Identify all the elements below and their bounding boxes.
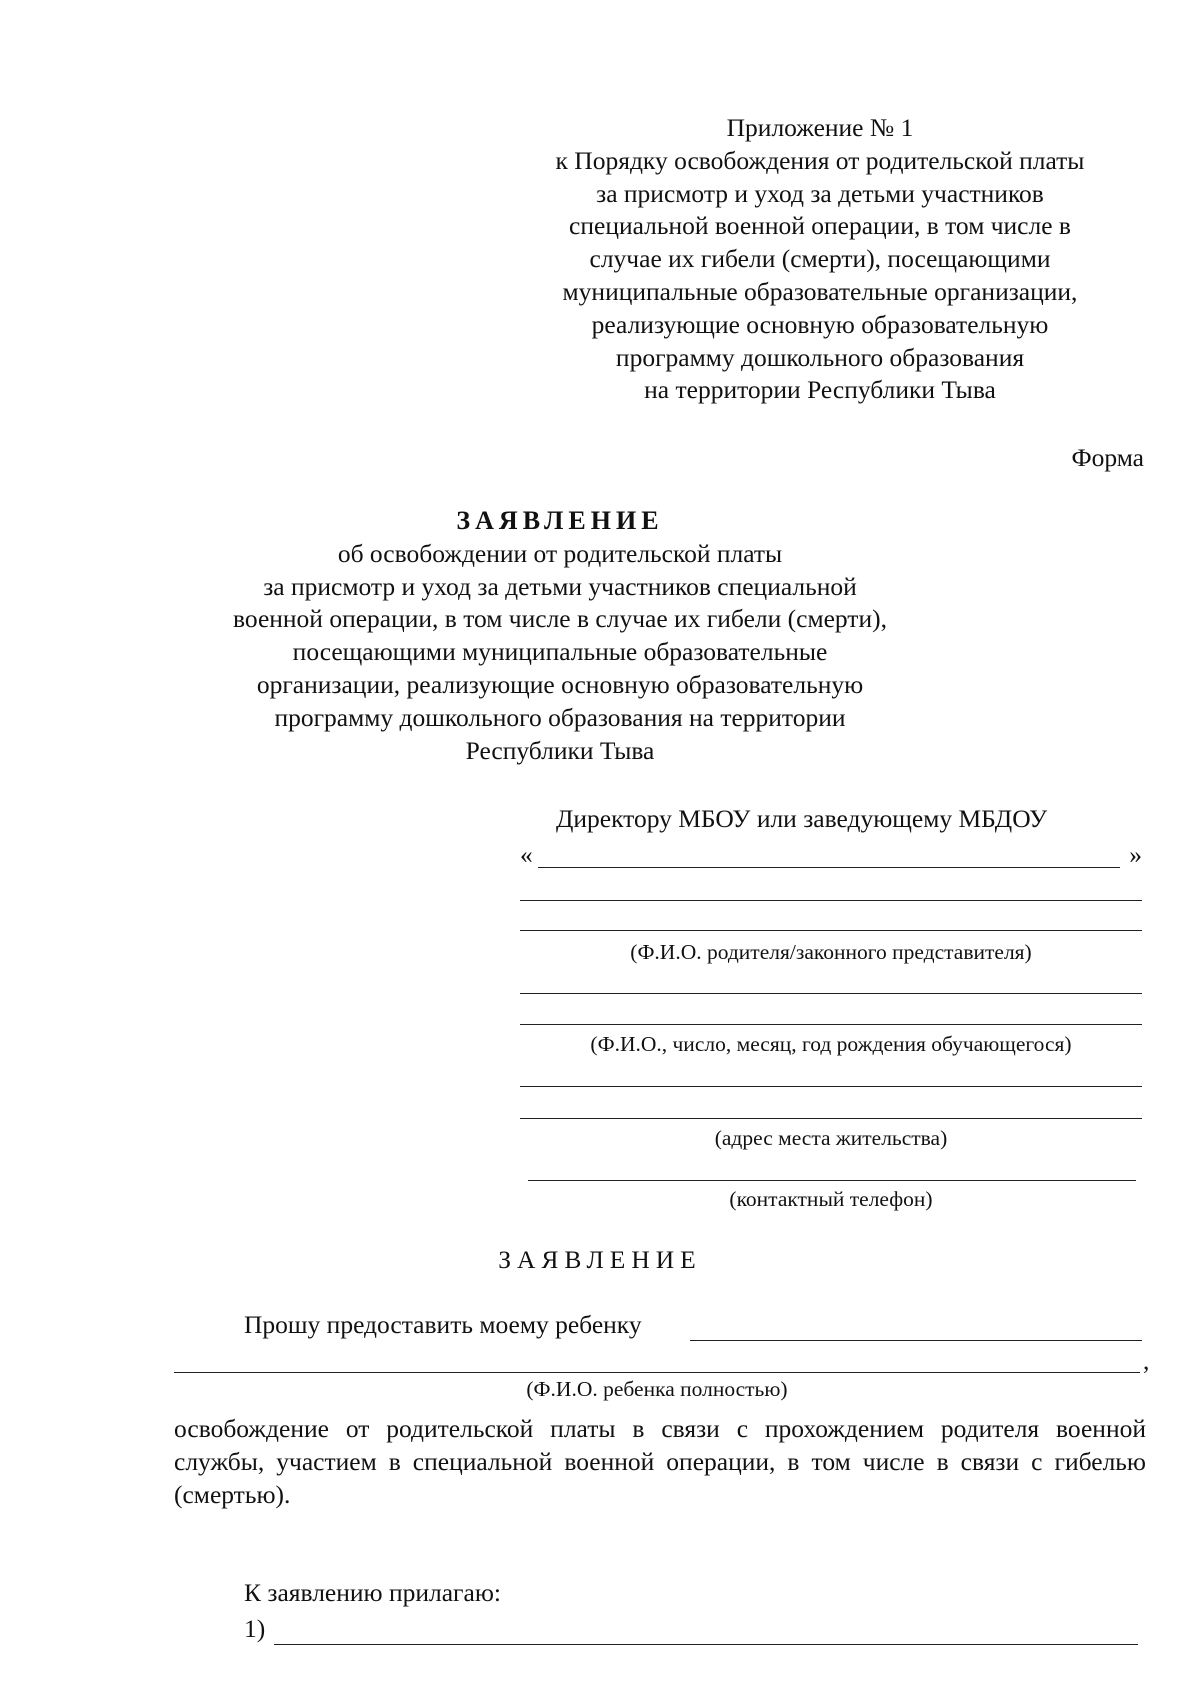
statement-body: освобождение от родительской платы в связи с прохождением родителя военной службы, участием в специальной военной операции, в том числе в связи с гибелью (смертью). (174, 1414, 1146, 1509)
appendix-line: реализующие основную образовательную (591, 309, 1049, 339)
attachments-label: К заявлению прилагаю: (244, 1578, 501, 1607)
appendix-line: на территории Республики Тыва (644, 375, 996, 405)
appendix-line: муниципальные образовательные организации, (562, 276, 1078, 306)
subtitle-line: за присмотр и уход за детьми участников специальной (263, 571, 857, 601)
subtitle-line: программу дошкольного образования на территории (274, 702, 846, 732)
parent-name-caption: (Ф.И.О. родителя/законного представителя) (630, 940, 1032, 964)
address-caption: (адрес места жительства) (714, 1126, 948, 1150)
appendix-line: Приложение № 1 (726, 113, 914, 142)
parent-name-line-2[interactable] (520, 930, 1142, 931)
statement-title: ЗАЯВЛЕНИЕ (498, 1245, 702, 1274)
institution-name-line (538, 867, 1120, 868)
appendix-line: случае их гибели (смерти), посещающими (589, 244, 1051, 274)
student-info-line-2[interactable] (520, 1024, 1142, 1025)
phone-caption: (контактный телефон) (729, 1187, 933, 1211)
quote-open: « (520, 840, 533, 869)
phone-line[interactable] (528, 1180, 1136, 1181)
appendix-line: к Порядку освобождения от родительской платы (555, 145, 1085, 175)
child-name-line-2[interactable] (174, 1372, 1140, 1373)
appendix-line: специальной военной операции, в том числе в (569, 211, 1071, 241)
child-name-line-1[interactable] (690, 1340, 1142, 1341)
subtitle-line: организации, реализующие основную образовательную (256, 669, 864, 699)
subtitle-line: военной операции, в том числе в случае их гибели (смерти), (233, 604, 887, 634)
document-title: ЗАЯВЛЕНИЕ (456, 506, 664, 535)
student-info-line-1[interactable] (520, 993, 1142, 994)
attachment-item-number: 1) (244, 1614, 266, 1643)
document-heading (230, 505, 890, 767)
addressee-label: Директору МБОУ или заведующему МБДОУ (556, 804, 1048, 833)
appendix-line: программу дошкольного образования (615, 342, 1025, 372)
student-info-caption: (Ф.И.О., число, месяц, год рождения обучающегося) (590, 1032, 1072, 1056)
address-line-2[interactable] (520, 1118, 1142, 1119)
subtitle-line: об освобождении от родительской платы (337, 538, 783, 568)
comma: , (1143, 1346, 1150, 1375)
appendix-line: за присмотр и уход за детьми участников (596, 178, 1044, 208)
attachment-item-1-line[interactable] (274, 1644, 1138, 1645)
institution-name-field[interactable] (520, 840, 1142, 874)
subtitle-line: посещающими муниципальные образовательные (292, 637, 828, 667)
form-label: Форма (1071, 443, 1144, 472)
quote-close: » (1129, 840, 1142, 869)
child-name-caption: (Ф.И.О. ребенка полностью) (526, 1377, 788, 1401)
parent-name-line-1[interactable] (520, 900, 1142, 901)
subtitle-line: Республики Тыва (465, 735, 655, 765)
request-text: Прошу предоставить моему ребенку (244, 1310, 642, 1339)
address-line-1[interactable] (520, 1086, 1142, 1087)
appendix-header (520, 112, 1120, 407)
